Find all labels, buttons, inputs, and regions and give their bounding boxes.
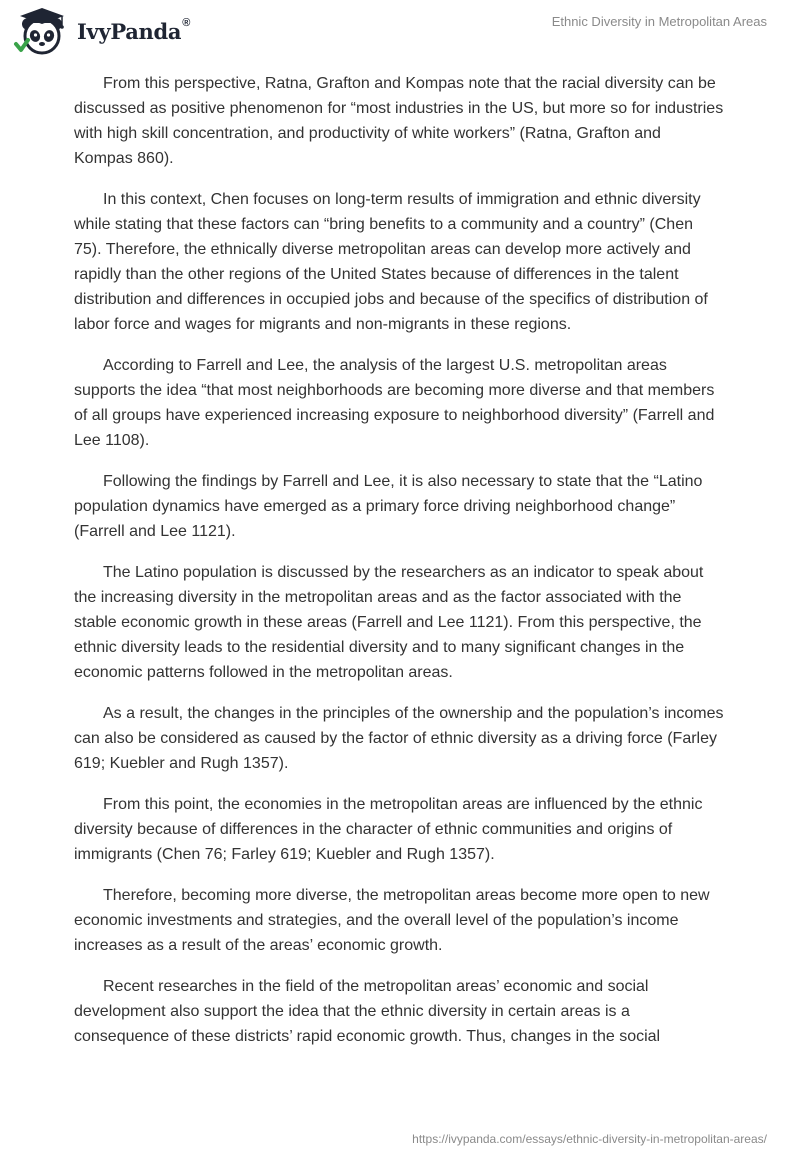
brand-name-text: IvyPanda xyxy=(77,18,182,44)
paragraph: Following the findings by Farrell and Lee, it is also necessary to state that the “Latino population dynamics have emerged as a primary force driving neighborhood change” (Farrell and Lee 1121). xyxy=(74,473,703,540)
document-title: Ethnic Diversity in Metropolitan Areas xyxy=(551,14,767,29)
paragraph: According to Farrell and Lee, the analysis of the largest U.S. metropolitan areas supports the idea “that most neighborhoods are becoming more diverse and that members of all groups have experienced increasing exposure to neighborhood diversity” (Farrell and Lee 1108). xyxy=(74,357,715,449)
paragraph: From this point, the economies in the metropolitan areas are influenced by the ethnic diversity because of differences in the character of ethnic communities and origins of immigrants (Chen 76; Farley 619; Kuebler and Rugh 1357). xyxy=(74,796,703,863)
brand-name xyxy=(77,16,191,44)
panda-graduation-cap-icon xyxy=(12,6,72,56)
source-url: https://ivypanda.com/essays/ethnic-diversity-in-metropolitan-areas/ xyxy=(412,1132,767,1146)
paragraph: In this context, Chen focuses on long-term results of immigration and ethnic diversity while stating that these factors can “bring benefits to a community and a country” (Chen 75). Therefore, the ethnically diverse metropolitan areas can develop more actively and rapidly than the other regions of the United States because of differences in the talent distribution and differences in occupied jobs and because of the specifics of distribution of labor force and wages for migrants and non-migrants in these regions. xyxy=(74,191,708,333)
paragraph: From this perspective, Ratna, Grafton and Kompas note that the racial diversity can be discussed as positive phenomenon for “most industries in the US, but more so for industries with high skill concentration, and productivity of white workers” (Ratna, Grafton and Kompas 860). xyxy=(74,75,724,167)
paragraph: As a result, the changes in the principles of the ownership and the population’s incomes can also be considered as caused by the factor of ethnic diversity as a driving force (Farley 619; Kuebler and Rugh 1357). xyxy=(74,705,724,772)
registered-mark: ® xyxy=(182,16,191,29)
ivypanda-logo-link[interactable] xyxy=(12,6,190,56)
paragraph: Therefore, becoming more diverse, the metropolitan areas become more open to new economic investments and strategies, and the overall level of the population’s income increases as a result of the areas’ economic growth. xyxy=(74,887,710,954)
paragraph: The Latino population is discussed by the researchers as an indicator to speak about the increasing diversity in the metropolitan areas and as the factor associated with the stable economic growth in these areas (Farrell and Lee 1121). From this perspective, the ethnic diversity leads to the residential diversity and to many significant changes in the economic patterns followed in the metropolitan areas. xyxy=(74,564,704,681)
paragraph: Recent researches in the field of the metropolitan areas’ economic and social development also support the idea that the ethnic diversity in certain areas is a consequence of these districts’ rapid economic growth. Thus, changes in the social xyxy=(74,978,661,1045)
essay-body xyxy=(74,71,724,1065)
